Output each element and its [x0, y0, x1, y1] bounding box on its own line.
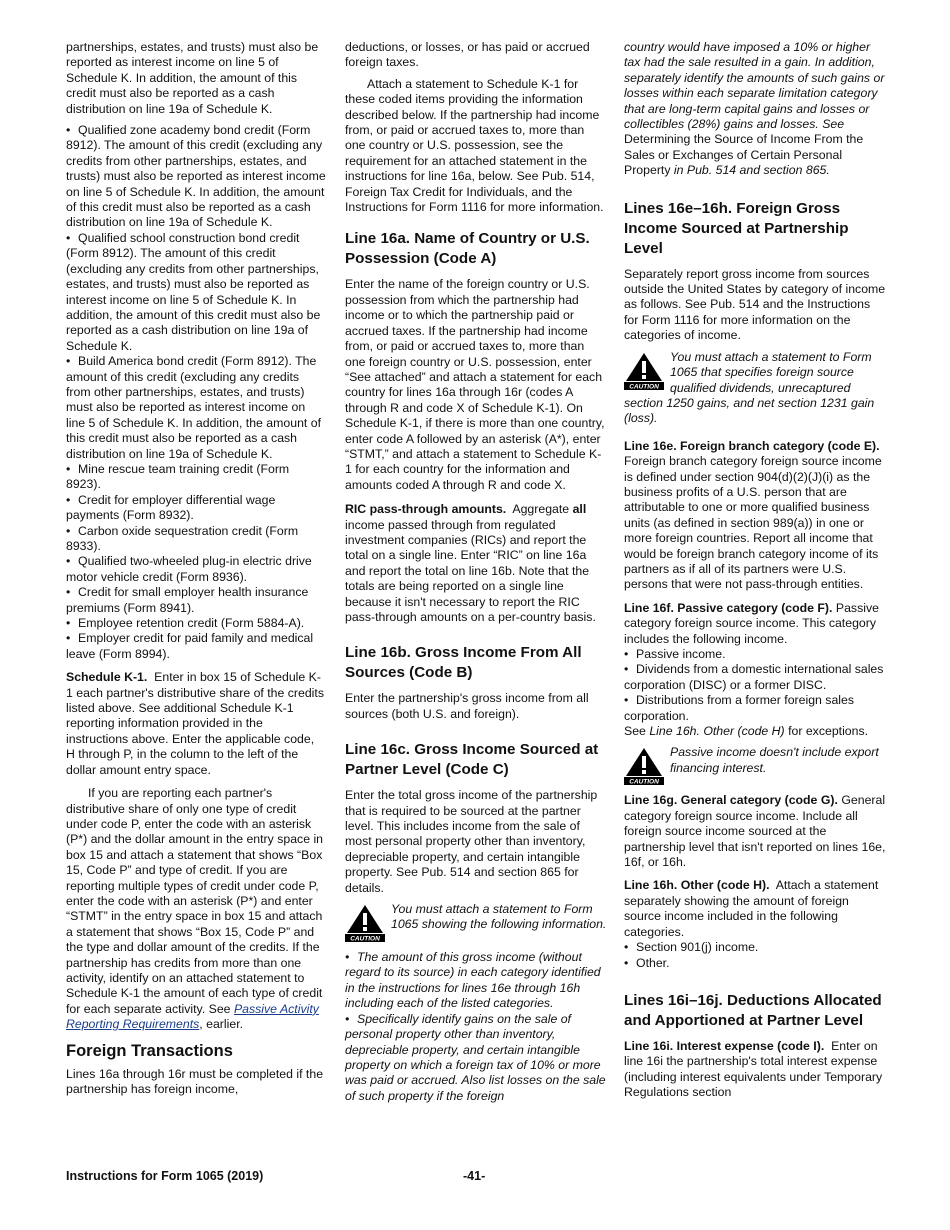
- paragraph-text: See: [624, 724, 646, 739]
- paragraph-text: , earlier.: [199, 1017, 244, 1032]
- paragraph: Enter the total gross income of the partnership that is required to be sourced at the partner level. This includes income from the sale of most personal property other than inventory, depreciable property, and certain intangible property. See Pub. 514 and section 865 for details.: [345, 788, 598, 895]
- caution-note: [624, 350, 886, 427]
- paragraph-text: Aggregate: [512, 502, 570, 517]
- emphasis: all: [572, 502, 587, 517]
- section-heading: Line 16b. Gross Income From All Sources (Code B): [345, 644, 582, 682]
- paragraph: Enter the partnership's gross income from all sources (both U.S. and foreign).: [345, 691, 589, 721]
- passive-activity-link[interactable]: Passive Activity Reporting Requirements: [66, 1001, 319, 1032]
- section-heading: Lines 16i–16j. Deductions Allocated and Apportioned at Partner Level: [624, 991, 882, 1029]
- column-middle: [345, 40, 607, 1104]
- list-item: • Specifically identify gains on the sale of personal property other than inventory, depreciable property, and certain intangible property on which a foreign tax of 10% or more was paid or accrued. Also list losses on the sale of such property if the foreign: [345, 1012, 607, 1104]
- run-in-heading: RIC pass-through amounts.: [345, 502, 507, 517]
- paragraph-text: country would have imposed a 10% or higher tax had the sale resulted in a gain. In addition, separately identify the amounts of such gains or losses within each separate limitation category that are long-term capital gains and losses or collectibles (28%) gains and losses. See: [624, 40, 885, 132]
- list-item: • Qualified two-wheeled plug-in electric drive motor vehicle credit (Form 8936).: [66, 554, 326, 585]
- paragraph: Enter the name of the foreign country or U.S. possession from which the partnership had income or to which the partnership paid or accrued taxes. If the partnership had income from, or paid or accrued taxes to, more than one foreign country or U.S. possession, enter “See attached” and attach a statement for each country for lines 16a through 16r (codes A through R and code X of Schedule K-1). On Schedule K-1, if there is more than one country, enter code A followed by an asterisk (A*), enter “STMT,” and attach a statement to Schedule K-1 for each country for the information and amounts coded A through R and code X.: [345, 277, 605, 492]
- line-16h-paragraph: [624, 878, 886, 940]
- caution-note: [345, 902, 607, 942]
- paragraph-text: Determining the Source of Income From the Sales or Exchanges of Certain Personal Property: [624, 132, 864, 178]
- list-item: • Build America bond credit (Form 8912). The amount of this credit (excluding any credits from other partnerships, estates, and trusts) must also be reported as interest income on line 5 of Schedule K. In addition, the amount of this credit must also be reported as a cash distribution on line 19a of Schedule K.: [66, 354, 326, 462]
- caution-text: Passive income doesn't include export financing interest.: [670, 745, 879, 775]
- caution-icon: [624, 352, 664, 390]
- paragraph: deductions, or losses, or has paid or accrued foreign taxes.: [345, 40, 590, 70]
- paragraph-text: General category foreign source income. Include all foreign source income sourced at the partnership level that isn't reported on lines 16e, 16f, or 16h.: [624, 793, 886, 870]
- list-item: • Qualified zone academy bond credit (Form 8912). The amount of this credit (excluding any credits from other partnerships, estates, and trusts) must also be reported as interest income on line 5 of Schedule K. In addition, the amount of this credit must also be reported as a cash distribution on line 19a of Schedule K.: [66, 123, 326, 231]
- list-item: • Distributions from a former foreign sales corporation.: [624, 693, 886, 724]
- list-item: • Credit for employer differential wage payments (Form 8932).: [66, 493, 326, 524]
- caution-text: You must attach a statement to Form 1065 showing the following information.: [391, 902, 607, 932]
- paragraph: [624, 724, 886, 739]
- list-item: • Section 901(j) income.: [624, 940, 886, 955]
- caution-label: CAUTION: [629, 778, 659, 786]
- run-in-heading: Line 16f. Passive category (code F).: [624, 600, 833, 615]
- run-in-heading: Line 16g. General category (code G).: [624, 793, 838, 808]
- paragraph: [66, 786, 326, 1033]
- caution-text: You must attach a statement to Form 1065 that specifies foreign source qualified dividends, unrecaptured section 1250 gains, and net section 1231 gain (loss).: [624, 349, 875, 426]
- list-item: • Dividends from a domestic international sales corporation (DISC) or a former DISC.: [624, 662, 886, 693]
- list-item: • Passive income.: [624, 647, 886, 662]
- run-in-heading: Schedule K-1.: [66, 670, 148, 685]
- paragraph: Lines 16a through 16r must be completed if the partnership has foreign income,: [66, 1066, 324, 1096]
- caution-note: [624, 745, 886, 785]
- line-16e-paragraph: [624, 439, 886, 593]
- line-16g-paragraph: [624, 793, 886, 870]
- run-in-heading: Line 16e. Foreign branch category (code E).: [624, 438, 880, 453]
- run-in-heading: Line 16h. Other (code H).: [624, 878, 770, 893]
- footer-title: Instructions for Form 1065 (2019): [66, 1169, 264, 1183]
- paragraph: [624, 40, 886, 179]
- paragraph-text: Passive category foreign source income. This category includes the following income.: [624, 600, 879, 646]
- paragraph: Attach a statement to Schedule K-1 for these coded items providing the information described below. If the partnership had income from, or paid or accrued taxes to, more than one country or U.S. possession, see the requirement for an attached statement in the instructions for line 16a, below. See Pub. 514, Foreign Tax Credit for Individuals, and the Instructions for Form 1116 for more information.: [345, 76, 604, 215]
- list-item: • Carbon oxide sequestration credit (Form 8933).: [66, 524, 326, 555]
- caution-icon: [345, 904, 385, 942]
- section-heading: Lines 16e–16h. Foreign Gross Income Sourced at Partnership Level: [624, 199, 849, 257]
- line-16f-paragraph: [624, 601, 886, 647]
- paragraph-text: for exceptions.: [788, 724, 869, 739]
- paragraph-text: Enter on line 16i the partnership's total interest expense (including interest equivalents under Temporary Regulations section: [624, 1038, 883, 1100]
- caution-label: CAUTION: [629, 383, 659, 390]
- cross-reference: Line 16h. Other (code H): [649, 724, 785, 739]
- list-item: • The amount of this gross income (without regard to its source) in each category identified in the instructions for lines 16e through 16h including each of the listed categories.: [345, 950, 607, 1012]
- paragraph-text: in Pub. 514 and section 865.: [673, 163, 830, 178]
- caution-icon: [624, 747, 664, 785]
- page-number: -41-: [463, 1169, 486, 1183]
- section-heading: Line 16c. Gross Income Sourced at Partner Level (Code C): [345, 741, 599, 779]
- section-heading: Foreign Transactions: [66, 1041, 233, 1060]
- paragraph-text: Foreign branch category foreign source income is defined under section 904(d)(2)(J)(i) as the business profits of a U.S. person that are attributable to one or more qualified business units (as defined in section 989(a)) in one or more foreign countries. Report all income that would be foreign branch category income of its partners as if all of its partners were U.S. persons that were not pass-through entities.: [624, 454, 882, 592]
- paragraph-text: Attach a statement separately showing the amount of foreign source income included in the following categories.: [624, 878, 879, 939]
- caution-label: CAUTION: [350, 935, 380, 943]
- list-item: • Employee retention credit (Form 5884-A).: [66, 616, 326, 631]
- list-item: • Credit for small employer health insurance premiums (Form 8941).: [66, 585, 326, 616]
- list-item: • Mine rescue team training credit (Form 8923).: [66, 462, 326, 493]
- schedule-k1-paragraph: [66, 670, 326, 778]
- list-item: • Employer credit for paid family and medical leave (Form 8994).: [66, 631, 326, 662]
- paragraph: partnerships, estates, and trusts) must also be reported as interest income on line 5 of Schedule K. In addition, the amount of this credit must also be reported as a cash distribution on line 19a of Schedule K.: [66, 40, 319, 116]
- paragraph-text: Enter in box 15 of Schedule K-1 each partner's distributive share of the credits listed above. See additional Schedule K-1 reporting information provided in the instructions above. Enter the applicable code, H through P, in the column to the left of the dollar amount entry space.: [66, 670, 324, 777]
- list-item: • Qualified school construction bond credit (Form 8912). The amount of this credit (excluding any credits from other partnerships, estates, and trusts) must also be reported as interest income on line 5 of Schedule K. In addition, the amount of this credit must also be reported as a cash distribution on line 19a of Schedule K.: [66, 231, 326, 354]
- paragraph-text: If you are reporting each partner's distributive share of only one type of credit under code P, enter the code with an asterisk (P*) and the dollar amount in the entry space in box 15 and attach a statement that shows “Box 15, Code P” and type of credit. If you are reporting multiple types of credit under code P, enter the code with an asterisk (P*) and enter “STMT” in the entry space in box 15 and attach a statement that shows “Box 15, Code P” and the type and dollar amount of the credits. If the partnership has credits from more than one activity, identify on an attached statement to Schedule K-1 the amount of each type of credit for each separate activity. See: [66, 786, 324, 1016]
- run-in-heading: Line 16i. Interest expense (code I).: [624, 1038, 825, 1053]
- ric-paragraph: [345, 502, 607, 625]
- line-16i-paragraph: [624, 1039, 886, 1101]
- section-heading: Line 16a. Name of Country or U.S. Possession (Code A): [345, 230, 590, 268]
- paragraph-text: income passed through from regulated investment companies (RICs) and report the total on a single line. Enter “RIC” on line 16a and report the total on line 16b. Note that the totals are being reported on a single line because it isn't necessary to report the RIC pass-through amounts on a per-country basis.: [345, 517, 596, 624]
- column-left: [66, 40, 326, 1103]
- paragraph: Separately report gross income from sources outside the United States by category of income as follows. See Pub. 514 and the Instructions for Form 1116 for more information on the categories of income.: [624, 266, 886, 343]
- list-item: • Other.: [624, 956, 886, 971]
- column-right: [624, 40, 886, 1107]
